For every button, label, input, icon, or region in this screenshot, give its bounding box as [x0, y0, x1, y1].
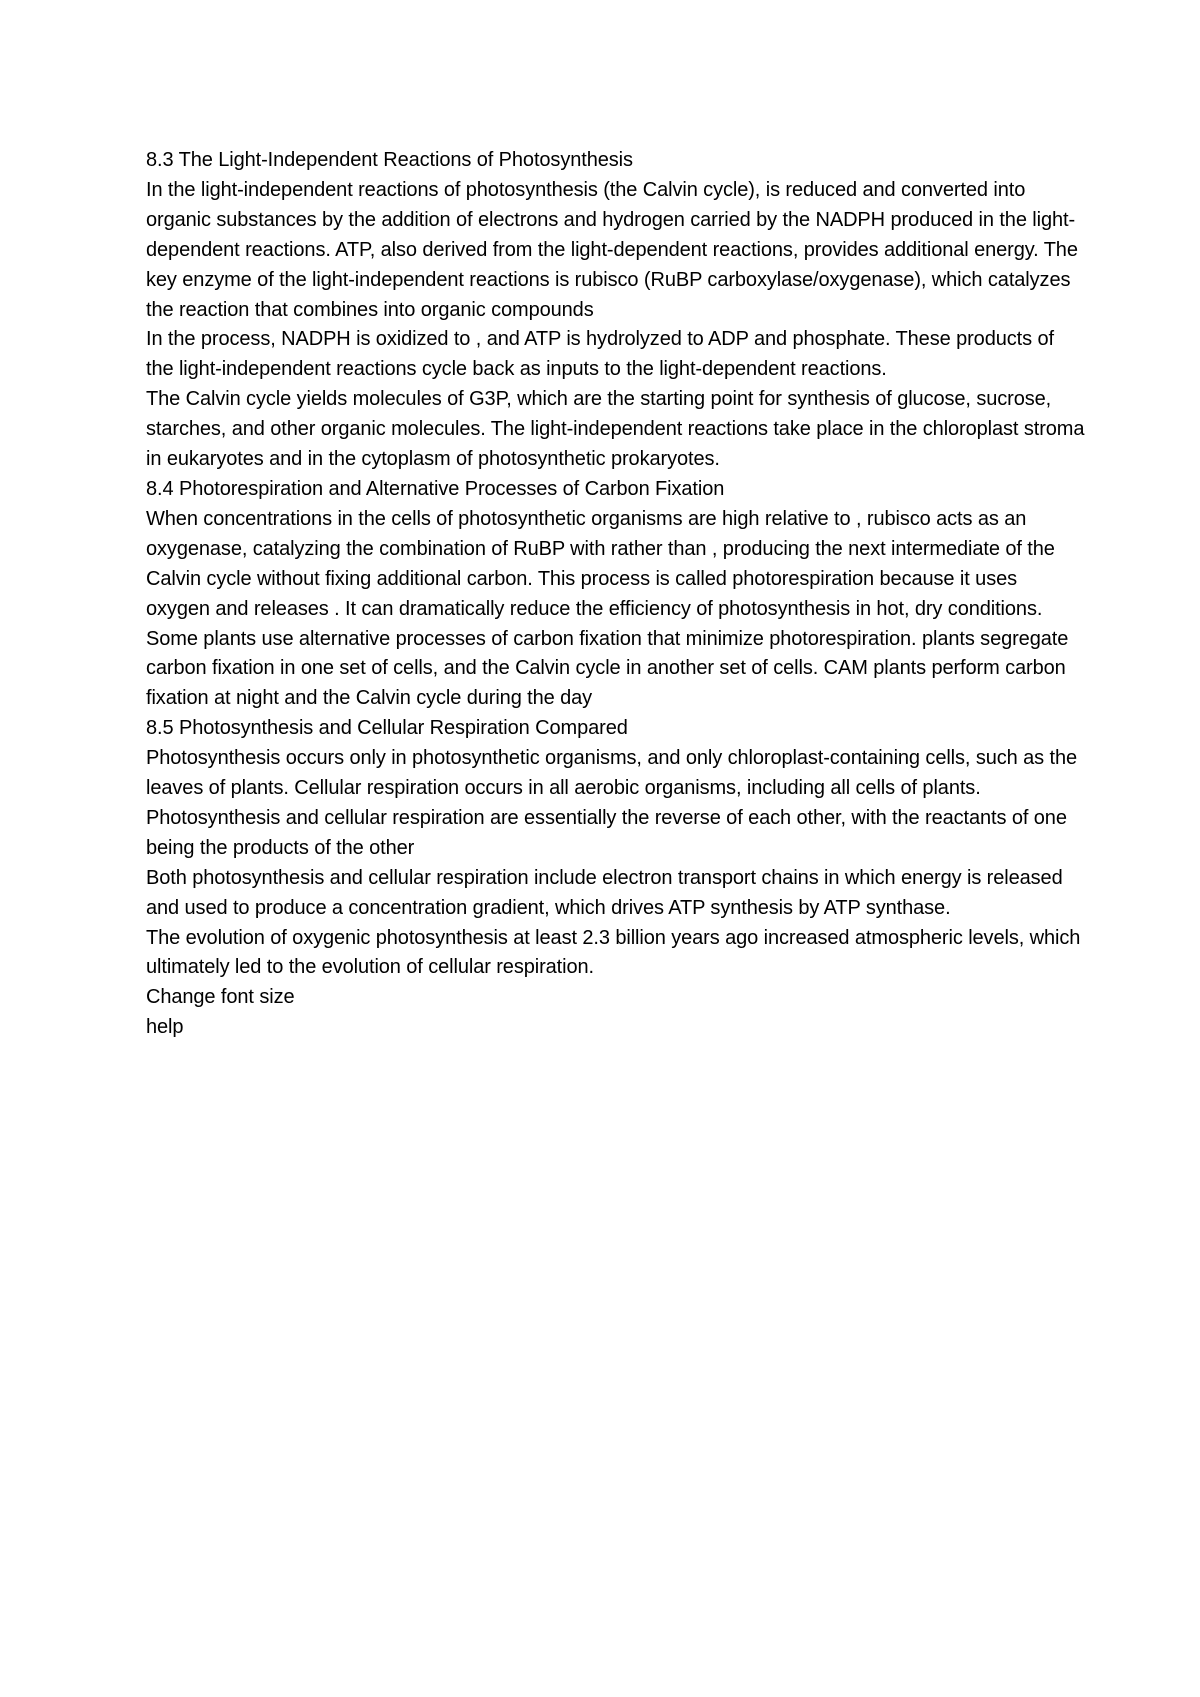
- paragraph-alternative-fixation: Some plants use alternative processes of carbon fixation that minimize photorespiration. plants segregate carbon fixation in one set of cells, and the Calvin cycle in another set of cells. CAM plants perform carbon fixation at night and the Calvin cycle during the day: [146, 627, 1069, 710]
- paragraph-reverse: Photosynthesis and cellular respiration are essentially the reverse of each other, with the reactants of one being the products of the other: [146, 806, 1067, 859]
- paragraph-calvin-cycle: In the light-independent reactions of photosynthesis (the Calvin cycle), is reduced and converted into organic substances by the addition of electrons and hydrogen carried by the NADPH produced in the light-dependent reactions. ATP, also derived from the light-dependent reactions, provides additional energy. The key enzyme of the light-independent reactions is rubisco (RuBP carboxylase/oxygenase), which catalyzes the reaction that combines into organic compounds: [146, 178, 1078, 321]
- help-text: help: [146, 1016, 184, 1039]
- paragraph-electron-transport: Both photosynthesis and cellular respiration include electron transport chains in which energy is released and used to produce a concentration gradient, which drives ATP synthesis by ATP synthase.: [146, 866, 1063, 919]
- paragraph-g3p: The Calvin cycle yields molecules of G3P, which are the starting point for synthesis of glucose, sucrose, starches, and other organic molecules. The light-independent reactions take place in the chloroplast stroma in eukaryotes and in the cytoplasm of photosynthetic prokaryotes.: [146, 388, 1085, 471]
- change-font-size-text: Change font size: [146, 986, 295, 1009]
- paragraph-nadph-oxidation: In the process, NADPH is oxidized to , and ATP is hydrolyzed to ADP and phosphate. These products of the light-independent reactions cycle back as inputs to the light-dependent reactions.: [146, 328, 1054, 381]
- paragraph-photorespiration: When concentrations in the cells of photosynthetic organisms are high relative to , rubisco acts as an oxygenase, catalyzing the combination of RuBP with rather than , producing the next intermediate of the Calvin cycle without fixing additional carbon. This process is called photorespiration because it uses oxygen and releases . It can dramatically reduce the efficiency of photosynthesis in hot, dry conditions.: [146, 507, 1055, 620]
- section-heading-8-3: 8.3 The Light-Independent Reactions of Photosynthesis: [146, 149, 633, 171]
- document-page: [146, 146, 1086, 1043]
- paragraph-evolution: The evolution of oxygenic photosynthesis at least 2.3 billion years ago increased atmospheric levels, which ultimately led to the evolution of cellular respiration.: [146, 926, 1081, 979]
- section-heading-8-5: 8.5 Photosynthesis and Cellular Respiration Compared: [146, 717, 628, 740]
- section-heading-8-4: 8.4 Photorespiration and Alternative Processes of Carbon Fixation: [146, 477, 725, 500]
- paragraph-where-occurs: Photosynthesis occurs only in photosynthetic organisms, and only chloroplast-containing cells, such as the leaves of plants. Cellular respiration occurs in all aerobic organisms, including all cells of plants.: [146, 747, 1078, 800]
